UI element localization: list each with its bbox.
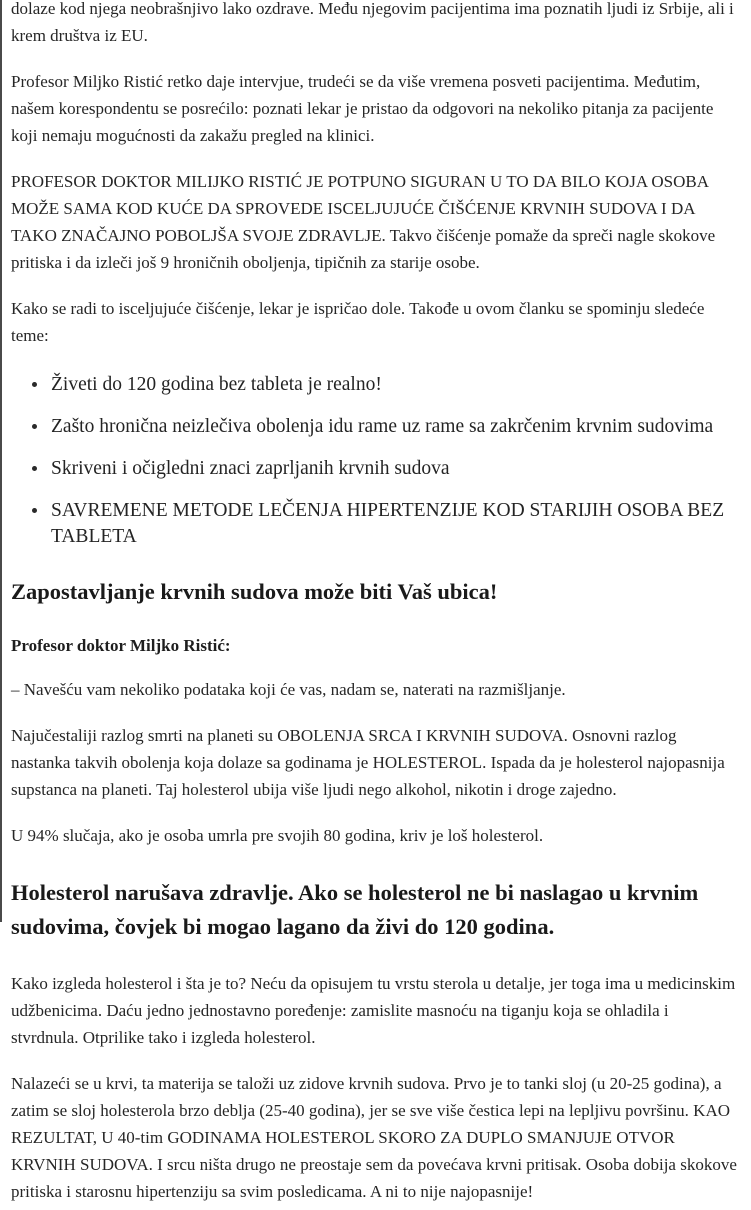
topic-list xyxy=(11,372,738,550)
topic-text: Zašto hronična neizlečiva obolenja idu rame uz rame sa zakrčenim krvnim sudovima xyxy=(51,416,714,437)
list-item xyxy=(51,456,738,482)
paragraph-topics-intro: Kako se radi to isceljujuće čišćenje, lekar je ispričao dole. Takođe u ovom članku se spominju sledeće teme: xyxy=(11,299,705,345)
list-item xyxy=(51,414,738,440)
paragraph-quote-intro: – Navešću vam nekoliko podataka koji će vas, nadam se, naterati na razmišljanje. xyxy=(11,680,566,699)
paragraph-death-cause: Najučestaliji razlog smrti na planeti su OBOLENJA SRCA I KRVNIH SUDOVA. Osnovni razlog nastanka takvih obolenja koja dolaze sa godinama je HOLESTEROL. Ispada da je holesterol najopasnija supstanca na planeti. Taj holesterol ubija više ljudi nego alkohol, nikotin i droge zajedno. xyxy=(11,726,725,799)
bullet-icon xyxy=(32,424,37,429)
paragraph-94-percent: U 94% slučaja, ako je osoba umrla pre svojih 80 godina, kriv je loš holesterol. xyxy=(11,826,544,845)
list-item xyxy=(51,498,738,550)
heading-cholesterol-health: Holesterol narušava zdravlje. Ako se holesterol ne bi naslagao u krvnim sudovima, čovjek bi mogao lagano da živi do 120 godina. xyxy=(11,880,699,939)
article-body xyxy=(11,0,738,1205)
topic-text: SAVREMENE METODE LEČENJA HIPERTENZIJE KOD STARIJIH OSOBA BEZ TABLETA xyxy=(51,500,725,547)
topic-text: Živeti do 120 godina bez tableta je realno! xyxy=(51,374,382,395)
bullet-icon xyxy=(32,382,37,387)
paragraph-cholesterol-in-blood: Nalazeći se u krvi, ta materija se taloži uz zidove krvnih sudova. Prvo je to tanki sloj (u 20-25 godina), a zatim se sloj holesterola brzo deblja (25-40 godina), jer se sve više čestica lepi na lepljivu površinu. KAO REZULTAT, U 40-tim GODINAMA HOLESTEROL SKORO ZA DUPLO SMANJUJE OTVOR KRVNIH SUDOVA. I srcu ništa drugo ne preostaje sem da povećava krvni pritisak. Osoba dobija skokove pritiska i starosnu hipertenziju sa svim posledicama. A ni to nije najopasnije! xyxy=(11,1074,737,1201)
heading-neglect-killer: Zapostavljanje krvnih sudova može biti Vaš ubica! xyxy=(11,579,498,604)
list-item xyxy=(51,372,738,398)
paragraph-caps-claim: PROFESOR DOKTOR MILIJKO RISTIĆ JE POTPUNO SIGURAN U TO DA BILO KOJA OSOBA MOŽE SAMA KOD KUĆE DA SPROVEDE ISCELJUJUĆE ČIŠĆENJE KRVNIH SUDOVA I DA TAKO ZNAČAJNO POBOLJŠA SVOJE ZDRAVLJE. Takvo čišćenje pomaže da spreči nagle skokove pritiska i da izleči još 9 hroničnih oboljenja, tipičnih za starije osobe. xyxy=(11,172,716,272)
paragraph-interview: Profesor Miljko Ristić retko daje intervjue, trudeći se da više vremena posveti pacijentima. Međutim, našem korespondentu se posrećilo: poznati lekar je pristao da odgovori na nekoliko pitanja za pacijente koji nemaju mogućnosti da zakažu pregled na klinici. xyxy=(11,72,714,145)
paragraph-clipped-continuation: dolaze kod njega neobrašnjivo lako ozdrave. Među njegovim pacijentima ima poznatih ljudi iz Srbije, ali i krem društva iz EU. xyxy=(11,0,734,45)
paragraph-doctor-label: Profesor doktor Miljko Ristić: xyxy=(11,636,231,655)
topic-text: Skriveni i očigledni znaci zaprljanih krvnih sudova xyxy=(51,458,450,479)
bullet-icon xyxy=(32,466,37,471)
paragraph-what-is-cholesterol: Kako izgleda holesterol i šta je to? Neću da opisujem tu vrstu sterola u detalje, jer toga ima u medicinskim udžbenicima. Daću jedno jednostavno poređenje: zamislite masnoću na tiganju koja se ohladila i stvrdnula. Otprilike tako i izgleda holesterol. xyxy=(11,974,736,1047)
bullet-icon xyxy=(32,508,37,513)
